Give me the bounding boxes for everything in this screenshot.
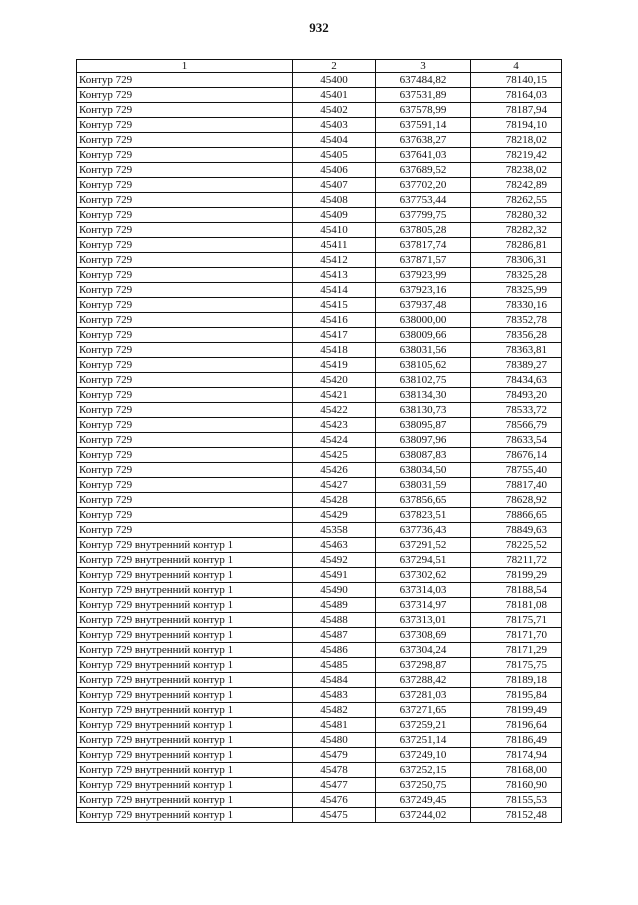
- table-row: [77, 103, 562, 118]
- contour-name-cell: Контур 729 внутренний контур 1: [77, 643, 293, 658]
- y-coordinate-cell: 78218,02: [471, 133, 562, 148]
- table-row: [77, 673, 562, 688]
- contour-name-cell: Контур 729: [77, 208, 293, 223]
- x-coordinate-cell: 637702,20: [376, 178, 471, 193]
- contour-name-cell: Контур 729: [77, 493, 293, 508]
- point-number-cell: 45423: [293, 418, 376, 433]
- x-coordinate-cell: 637244,02: [376, 808, 471, 823]
- table-row: [77, 163, 562, 178]
- table-row: [77, 718, 562, 733]
- column-header-3: 3: [376, 60, 471, 73]
- x-coordinate-cell: 637937,48: [376, 298, 471, 313]
- contour-name-cell: Контур 729: [77, 163, 293, 178]
- contour-name-cell: Контур 729: [77, 223, 293, 238]
- x-coordinate-cell: 637823,51: [376, 508, 471, 523]
- column-header-2: 2: [293, 60, 376, 73]
- table-row: [77, 463, 562, 478]
- contour-name-cell: Контур 729 внутренний контур 1: [77, 793, 293, 808]
- y-coordinate-cell: 78175,75: [471, 658, 562, 673]
- y-coordinate-cell: 78164,03: [471, 88, 562, 103]
- point-number-cell: 45422: [293, 403, 376, 418]
- point-number-cell: 45407: [293, 178, 376, 193]
- x-coordinate-cell: 637304,24: [376, 643, 471, 658]
- point-number-cell: 45484: [293, 673, 376, 688]
- point-number-cell: 45490: [293, 583, 376, 598]
- y-coordinate-cell: 78363,81: [471, 343, 562, 358]
- point-number-cell: 45406: [293, 163, 376, 178]
- y-coordinate-cell: 78199,49: [471, 703, 562, 718]
- point-number-cell: 45425: [293, 448, 376, 463]
- table-body: [77, 73, 562, 823]
- x-coordinate-cell: 637281,03: [376, 688, 471, 703]
- page-number: 932: [309, 20, 329, 35]
- point-number-cell: 45400: [293, 73, 376, 88]
- table-row: [77, 148, 562, 163]
- x-coordinate-cell: 637298,87: [376, 658, 471, 673]
- contour-name-cell: Контур 729: [77, 88, 293, 103]
- y-coordinate-cell: 78262,55: [471, 193, 562, 208]
- table-row: [77, 223, 562, 238]
- x-coordinate-cell: 637484,82: [376, 73, 471, 88]
- point-number-cell: 45416: [293, 313, 376, 328]
- table-row: [77, 808, 562, 823]
- point-number-cell: 45402: [293, 103, 376, 118]
- contour-name-cell: Контур 729: [77, 118, 293, 133]
- x-coordinate-cell: 637641,03: [376, 148, 471, 163]
- point-number-cell: 45401: [293, 88, 376, 103]
- x-coordinate-cell: 638095,87: [376, 418, 471, 433]
- contour-name-cell: Контур 729: [77, 343, 293, 358]
- contour-name-cell: Контур 729: [77, 268, 293, 283]
- contour-name-cell: Контур 729 внутренний контур 1: [77, 598, 293, 613]
- y-coordinate-cell: 78155,53: [471, 793, 562, 808]
- table-row: [77, 478, 562, 493]
- y-coordinate-cell: 78866,65: [471, 508, 562, 523]
- x-coordinate-cell: 637259,21: [376, 718, 471, 733]
- y-coordinate-cell: 78817,40: [471, 478, 562, 493]
- point-number-cell: 45404: [293, 133, 376, 148]
- contour-name-cell: Контур 729: [77, 523, 293, 538]
- table-row: [77, 178, 562, 193]
- contour-name-cell: Контур 729: [77, 328, 293, 343]
- x-coordinate-cell: 637753,44: [376, 193, 471, 208]
- contour-name-cell: Контур 729 внутренний контур 1: [77, 733, 293, 748]
- x-coordinate-cell: 637689,52: [376, 163, 471, 178]
- point-number-cell: 45358: [293, 523, 376, 538]
- y-coordinate-cell: 78352,78: [471, 313, 562, 328]
- y-coordinate-cell: 78160,90: [471, 778, 562, 793]
- contour-name-cell: Контур 729 внутренний контур 1: [77, 808, 293, 823]
- point-number-cell: 45480: [293, 733, 376, 748]
- x-coordinate-cell: 637308,69: [376, 628, 471, 643]
- contour-name-cell: Контур 729 внутренний контур 1: [77, 718, 293, 733]
- y-coordinate-cell: 78225,52: [471, 538, 562, 553]
- y-coordinate-cell: 78188,54: [471, 583, 562, 598]
- point-number-cell: 45405: [293, 148, 376, 163]
- point-number-cell: 45413: [293, 268, 376, 283]
- x-coordinate-cell: 637271,65: [376, 703, 471, 718]
- table-row: [77, 778, 562, 793]
- point-number-cell: 45408: [293, 193, 376, 208]
- point-number-cell: 45475: [293, 808, 376, 823]
- table-row: [77, 298, 562, 313]
- y-coordinate-cell: 78194,10: [471, 118, 562, 133]
- y-coordinate-cell: 78175,71: [471, 613, 562, 628]
- table-row: [77, 523, 562, 538]
- point-number-cell: 45492: [293, 553, 376, 568]
- contour-name-cell: Контур 729: [77, 283, 293, 298]
- contour-name-cell: Контур 729: [77, 403, 293, 418]
- point-number-cell: 45491: [293, 568, 376, 583]
- contour-name-cell: Контур 729: [77, 238, 293, 253]
- y-coordinate-cell: 78330,16: [471, 298, 562, 313]
- table-row: [77, 88, 562, 103]
- x-coordinate-cell: 637799,75: [376, 208, 471, 223]
- x-coordinate-cell: 637314,03: [376, 583, 471, 598]
- contour-name-cell: Контур 729: [77, 418, 293, 433]
- x-coordinate-cell: 638031,59: [376, 478, 471, 493]
- point-number-cell: 45427: [293, 478, 376, 493]
- table-row: [77, 448, 562, 463]
- y-coordinate-cell: 78171,29: [471, 643, 562, 658]
- contour-name-cell: Контур 729 внутренний контур 1: [77, 538, 293, 553]
- contour-name-cell: Контур 729 внутренний контур 1: [77, 688, 293, 703]
- x-coordinate-cell: 637817,74: [376, 238, 471, 253]
- y-coordinate-cell: 78566,79: [471, 418, 562, 433]
- y-coordinate-cell: 78242,89: [471, 178, 562, 193]
- table-row: [77, 748, 562, 763]
- contour-name-cell: Контур 729 внутренний контур 1: [77, 778, 293, 793]
- x-coordinate-cell: 637250,75: [376, 778, 471, 793]
- y-coordinate-cell: 78628,92: [471, 493, 562, 508]
- contour-name-cell: Контур 729: [77, 388, 293, 403]
- x-coordinate-cell: 638000,00: [376, 313, 471, 328]
- contour-name-cell: Контур 729 внутренний контур 1: [77, 658, 293, 673]
- table-header-row: [77, 60, 562, 73]
- contour-name-cell: Контур 729: [77, 433, 293, 448]
- x-coordinate-cell: 637871,57: [376, 253, 471, 268]
- point-number-cell: 45463: [293, 538, 376, 553]
- x-coordinate-cell: 637302,62: [376, 568, 471, 583]
- table-row: [77, 373, 562, 388]
- contour-name-cell: Контур 729: [77, 478, 293, 493]
- table-row: [77, 118, 562, 133]
- x-coordinate-cell: 638097,96: [376, 433, 471, 448]
- y-coordinate-cell: 78140,15: [471, 73, 562, 88]
- x-coordinate-cell: 637736,43: [376, 523, 471, 538]
- y-coordinate-cell: 78171,70: [471, 628, 562, 643]
- x-coordinate-cell: 638102,75: [376, 373, 471, 388]
- contour-name-cell: Контур 729 внутренний контур 1: [77, 613, 293, 628]
- x-coordinate-cell: 637291,52: [376, 538, 471, 553]
- contour-name-cell: Контур 729 внутренний контур 1: [77, 583, 293, 598]
- table-row: [77, 343, 562, 358]
- x-coordinate-cell: 638009,66: [376, 328, 471, 343]
- contour-name-cell: Контур 729: [77, 298, 293, 313]
- table-row: [77, 628, 562, 643]
- contour-name-cell: Контур 729: [77, 358, 293, 373]
- coordinates-table: [76, 59, 562, 823]
- x-coordinate-cell: 637294,51: [376, 553, 471, 568]
- table-row: [77, 553, 562, 568]
- point-number-cell: 45429: [293, 508, 376, 523]
- y-coordinate-cell: 78493,20: [471, 388, 562, 403]
- point-number-cell: 45414: [293, 283, 376, 298]
- point-number-cell: 45418: [293, 343, 376, 358]
- point-number-cell: 45483: [293, 688, 376, 703]
- table-row: [77, 418, 562, 433]
- table-row: [77, 508, 562, 523]
- x-coordinate-cell: 637314,97: [376, 598, 471, 613]
- point-number-cell: 45410: [293, 223, 376, 238]
- point-number-cell: 45488: [293, 613, 376, 628]
- y-coordinate-cell: 78181,08: [471, 598, 562, 613]
- y-coordinate-cell: 78186,49: [471, 733, 562, 748]
- contour-name-cell: Контур 729: [77, 178, 293, 193]
- point-number-cell: 45481: [293, 718, 376, 733]
- contour-name-cell: Контур 729 внутренний контур 1: [77, 763, 293, 778]
- point-number-cell: 45419: [293, 358, 376, 373]
- table-row: [77, 403, 562, 418]
- table-row: [77, 793, 562, 808]
- point-number-cell: 45489: [293, 598, 376, 613]
- contour-name-cell: Контур 729: [77, 103, 293, 118]
- y-coordinate-cell: 78196,64: [471, 718, 562, 733]
- table-row: [77, 643, 562, 658]
- table-row: [77, 268, 562, 283]
- table-row: [77, 193, 562, 208]
- x-coordinate-cell: 638031,56: [376, 343, 471, 358]
- x-coordinate-cell: 637251,14: [376, 733, 471, 748]
- point-number-cell: 45415: [293, 298, 376, 313]
- point-number-cell: 45428: [293, 493, 376, 508]
- y-coordinate-cell: 78195,84: [471, 688, 562, 703]
- point-number-cell: 45478: [293, 763, 376, 778]
- contour-name-cell: Контур 729 внутренний контур 1: [77, 703, 293, 718]
- y-coordinate-cell: 78356,28: [471, 328, 562, 343]
- contour-name-cell: Контур 729 внутренний контур 1: [77, 748, 293, 763]
- y-coordinate-cell: 78199,29: [471, 568, 562, 583]
- y-coordinate-cell: 78152,48: [471, 808, 562, 823]
- table-row: [77, 433, 562, 448]
- y-coordinate-cell: 78211,72: [471, 553, 562, 568]
- point-number-cell: 45485: [293, 658, 376, 673]
- point-number-cell: 45477: [293, 778, 376, 793]
- y-coordinate-cell: 78280,32: [471, 208, 562, 223]
- contour-name-cell: Контур 729: [77, 73, 293, 88]
- table-row: [77, 328, 562, 343]
- contour-name-cell: Контур 729 внутренний контур 1: [77, 628, 293, 643]
- table-row: [77, 568, 562, 583]
- table-row: [77, 73, 562, 88]
- y-coordinate-cell: 78676,14: [471, 448, 562, 463]
- point-number-cell: 45486: [293, 643, 376, 658]
- column-header-4: 4: [471, 60, 562, 73]
- x-coordinate-cell: 637638,27: [376, 133, 471, 148]
- table-row: [77, 253, 562, 268]
- x-coordinate-cell: 637578,99: [376, 103, 471, 118]
- x-coordinate-cell: 638134,30: [376, 388, 471, 403]
- y-coordinate-cell: 78755,40: [471, 463, 562, 478]
- table-row: [77, 538, 562, 553]
- y-coordinate-cell: 78238,02: [471, 163, 562, 178]
- contour-name-cell: Контур 729 внутренний контур 1: [77, 568, 293, 583]
- contour-name-cell: Контур 729: [77, 313, 293, 328]
- y-coordinate-cell: 78189,18: [471, 673, 562, 688]
- contour-name-cell: Контур 729 внутренний контур 1: [77, 553, 293, 568]
- y-coordinate-cell: 78187,94: [471, 103, 562, 118]
- y-coordinate-cell: 78389,27: [471, 358, 562, 373]
- contour-name-cell: Контур 729: [77, 448, 293, 463]
- x-coordinate-cell: 637591,14: [376, 118, 471, 133]
- x-coordinate-cell: 637313,01: [376, 613, 471, 628]
- y-coordinate-cell: 78533,72: [471, 403, 562, 418]
- contour-name-cell: Контур 729: [77, 508, 293, 523]
- y-coordinate-cell: 78168,00: [471, 763, 562, 778]
- column-header-1: 1: [77, 60, 293, 73]
- y-coordinate-cell: 78286,81: [471, 238, 562, 253]
- table-row: [77, 283, 562, 298]
- table-row: [77, 133, 562, 148]
- x-coordinate-cell: 637856,65: [376, 493, 471, 508]
- table-row: [77, 208, 562, 223]
- y-coordinate-cell: 78282,32: [471, 223, 562, 238]
- point-number-cell: 45411: [293, 238, 376, 253]
- contour-name-cell: Контур 729: [77, 148, 293, 163]
- x-coordinate-cell: 638105,62: [376, 358, 471, 373]
- table-row: [77, 763, 562, 778]
- table-row: [77, 733, 562, 748]
- x-coordinate-cell: 638034,50: [376, 463, 471, 478]
- x-coordinate-cell: 637249,45: [376, 793, 471, 808]
- point-number-cell: 45426: [293, 463, 376, 478]
- x-coordinate-cell: 637923,99: [376, 268, 471, 283]
- point-number-cell: 45412: [293, 253, 376, 268]
- y-coordinate-cell: 78849,63: [471, 523, 562, 538]
- x-coordinate-cell: 638087,83: [376, 448, 471, 463]
- table-row: [77, 658, 562, 673]
- point-number-cell: 45482: [293, 703, 376, 718]
- point-number-cell: 45417: [293, 328, 376, 343]
- x-coordinate-cell: 637252,15: [376, 763, 471, 778]
- y-coordinate-cell: 78325,28: [471, 268, 562, 283]
- point-number-cell: 45424: [293, 433, 376, 448]
- table-row: [77, 313, 562, 328]
- point-number-cell: 45479: [293, 748, 376, 763]
- x-coordinate-cell: 637805,28: [376, 223, 471, 238]
- y-coordinate-cell: 78325,99: [471, 283, 562, 298]
- point-number-cell: 45421: [293, 388, 376, 403]
- contour-name-cell: Контур 729: [77, 373, 293, 388]
- contour-name-cell: Контур 729: [77, 133, 293, 148]
- table-row: [77, 238, 562, 253]
- table-row: [77, 388, 562, 403]
- x-coordinate-cell: 637923,16: [376, 283, 471, 298]
- point-number-cell: 45420: [293, 373, 376, 388]
- x-coordinate-cell: 637249,10: [376, 748, 471, 763]
- table-row: [77, 583, 562, 598]
- contour-name-cell: Контур 729: [77, 253, 293, 268]
- table-row: [77, 358, 562, 373]
- y-coordinate-cell: 78174,94: [471, 748, 562, 763]
- point-number-cell: 45476: [293, 793, 376, 808]
- y-coordinate-cell: 78219,42: [471, 148, 562, 163]
- x-coordinate-cell: 637531,89: [376, 88, 471, 103]
- table-row: [77, 493, 562, 508]
- y-coordinate-cell: 78306,31: [471, 253, 562, 268]
- point-number-cell: 45403: [293, 118, 376, 133]
- y-coordinate-cell: 78633,54: [471, 433, 562, 448]
- x-coordinate-cell: 637288,42: [376, 673, 471, 688]
- table-row: [77, 703, 562, 718]
- contour-name-cell: Контур 729 внутренний контур 1: [77, 673, 293, 688]
- table-row: [77, 613, 562, 628]
- contour-name-cell: Контур 729: [77, 463, 293, 478]
- table-row: [77, 688, 562, 703]
- point-number-cell: 45409: [293, 208, 376, 223]
- x-coordinate-cell: 638130,73: [376, 403, 471, 418]
- contour-name-cell: Контур 729: [77, 193, 293, 208]
- table-row: [77, 598, 562, 613]
- y-coordinate-cell: 78434,63: [471, 373, 562, 388]
- point-number-cell: 45487: [293, 628, 376, 643]
